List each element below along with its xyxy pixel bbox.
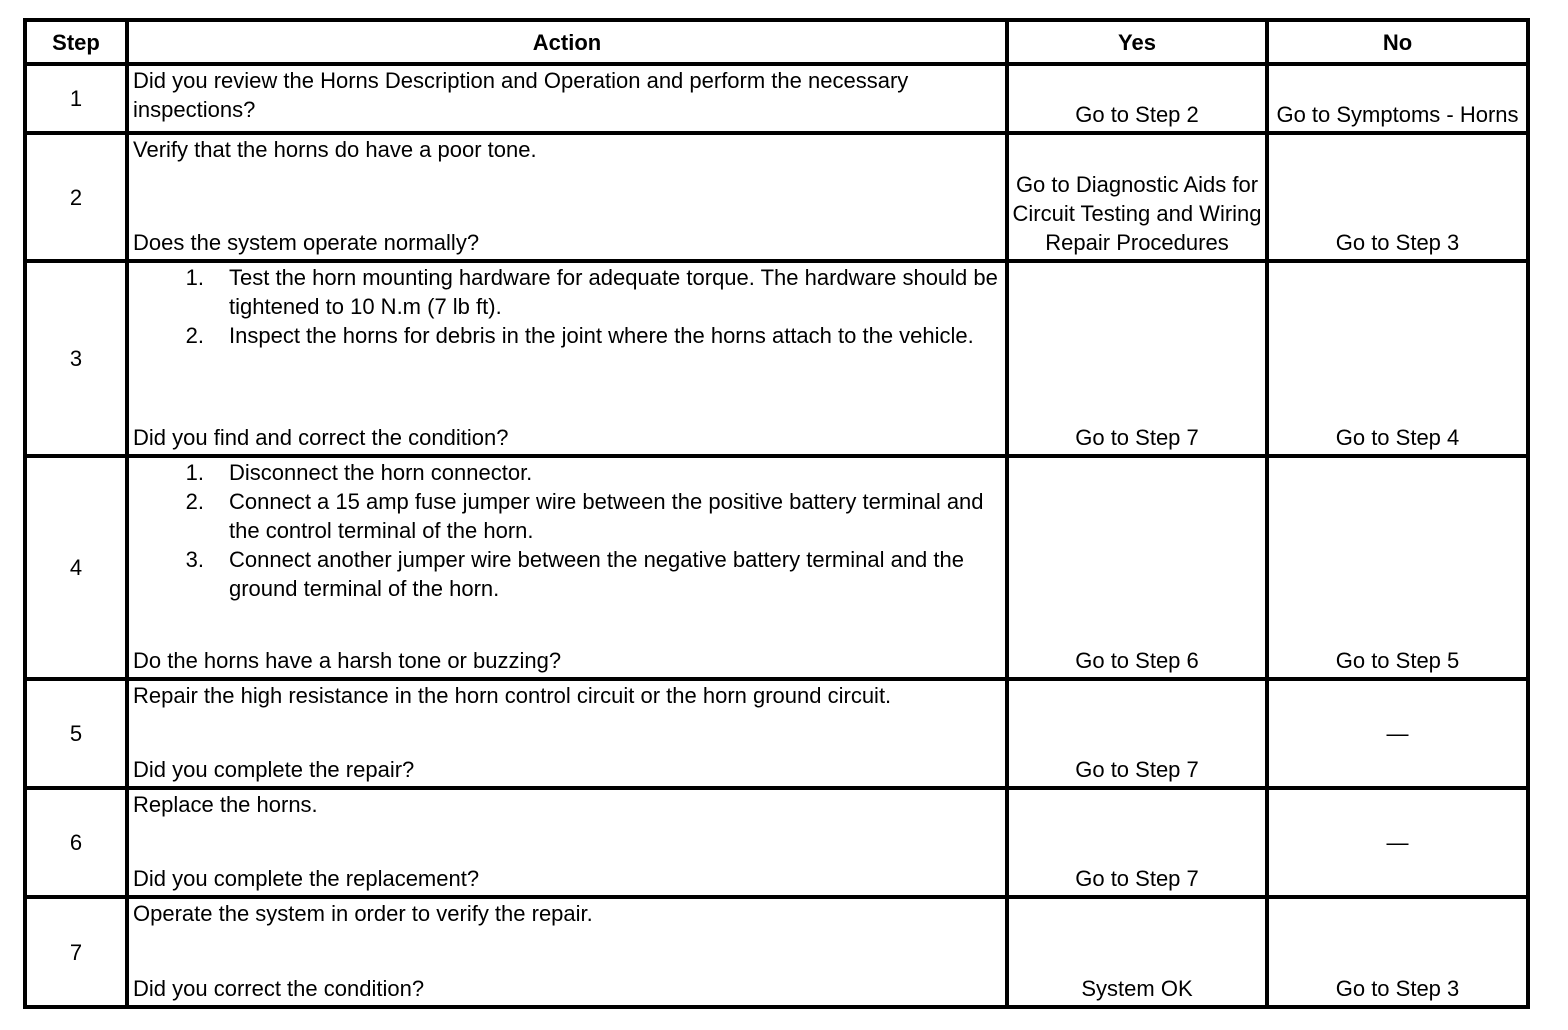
action-cell xyxy=(127,897,1007,1007)
header-no: No xyxy=(1267,20,1528,64)
action-question: Did you complete the repair? xyxy=(133,757,415,782)
table-row xyxy=(25,64,1528,133)
step-text: Inspect the horns for debris in the joint where the horns attach to the vehicle. xyxy=(229,323,974,348)
no-cell: Go to Symptoms - Horns xyxy=(1267,64,1528,133)
yes-cell: System OK xyxy=(1007,897,1267,1007)
action-step-item xyxy=(133,321,1001,350)
diagnostic-table xyxy=(23,18,1530,1009)
step-number: 3. xyxy=(185,547,204,572)
table-row xyxy=(25,133,1528,261)
step-text: Connect a 15 amp fuse jumper wire between the positive battery terminal and the control terminal of the horn. xyxy=(229,489,984,543)
action-step-item xyxy=(133,458,1001,487)
action-question: Does the system operate normally? xyxy=(133,230,480,255)
step-text: Connect another jumper wire between the negative battery terminal and the ground terminal of the horn. xyxy=(229,547,964,601)
header-row xyxy=(25,20,1528,64)
no-cell: — xyxy=(1267,679,1528,788)
action-question: Do the horns have a harsh tone or buzzing? xyxy=(133,648,562,673)
no-cell: Go to Step 3 xyxy=(1267,897,1528,1007)
action-cell xyxy=(127,64,1007,133)
yes-cell: Go to Step 7 xyxy=(1007,261,1267,456)
yes-cell: Go to Diagnostic Aids for Circuit Testing and Wiring Repair Procedures xyxy=(1007,133,1267,261)
action-step-item xyxy=(133,545,1001,603)
no-cell: Go to Step 3 xyxy=(1267,133,1528,261)
table-row xyxy=(25,788,1528,897)
step-number: 1. xyxy=(185,265,204,290)
action-cell xyxy=(127,788,1007,897)
action-cell xyxy=(127,456,1007,679)
action-text: Verify that the horns do have a poor tone. xyxy=(133,137,537,162)
table-row xyxy=(25,456,1528,679)
step-number-cell: 6 xyxy=(25,788,127,897)
action-text: Repair the high resistance in the horn control circuit or the horn ground circuit. xyxy=(133,683,892,708)
step-text: Disconnect the horn connector. xyxy=(229,460,533,485)
table-row xyxy=(25,679,1528,788)
table-row xyxy=(25,261,1528,456)
no-cell: Go to Step 5 xyxy=(1267,456,1528,679)
step-number: 2. xyxy=(185,489,204,514)
action-question: Did you correct the condition? xyxy=(133,976,425,1001)
action-question: Did you complete the replacement? xyxy=(133,866,480,891)
action-cell xyxy=(127,679,1007,788)
action-steps xyxy=(133,263,1001,350)
yes-cell: Go to Step 6 xyxy=(1007,456,1267,679)
action-cell xyxy=(127,261,1007,456)
no-cell: — xyxy=(1267,788,1528,897)
action-cell xyxy=(127,133,1007,261)
yes-cell: Go to Step 2 xyxy=(1007,64,1267,133)
table-row xyxy=(25,897,1528,1007)
step-text: Test the horn mounting hardware for adequate torque. The hardware should be tightened to 10 N.m (7 lb ft). xyxy=(229,265,998,319)
yes-cell: Go to Step 7 xyxy=(1007,679,1267,788)
header-yes: Yes xyxy=(1007,20,1267,64)
action-text: Replace the horns. xyxy=(133,792,318,817)
action-text: Operate the system in order to verify the repair. xyxy=(133,901,593,926)
step-number-cell: 3 xyxy=(25,261,127,456)
step-number-cell: 1 xyxy=(25,64,127,133)
header-step: Step xyxy=(25,20,127,64)
step-number-cell: 4 xyxy=(25,456,127,679)
no-cell: Go to Step 4 xyxy=(1267,261,1528,456)
yes-cell: Go to Step 7 xyxy=(1007,788,1267,897)
step-number-cell: 7 xyxy=(25,897,127,1007)
step-number: 2. xyxy=(185,323,204,348)
step-number: 1. xyxy=(185,460,204,485)
step-number-cell: 2 xyxy=(25,133,127,261)
action-steps xyxy=(133,458,1001,603)
action-step-item xyxy=(133,487,1001,545)
header-action: Action xyxy=(127,20,1007,64)
action-question: Did you find and correct the condition? xyxy=(133,425,509,450)
action-text: Did you review the Horns Description and Operation and perform the necessary inspections? xyxy=(133,68,909,122)
action-step-item xyxy=(133,263,1001,321)
step-number-cell: 5 xyxy=(25,679,127,788)
